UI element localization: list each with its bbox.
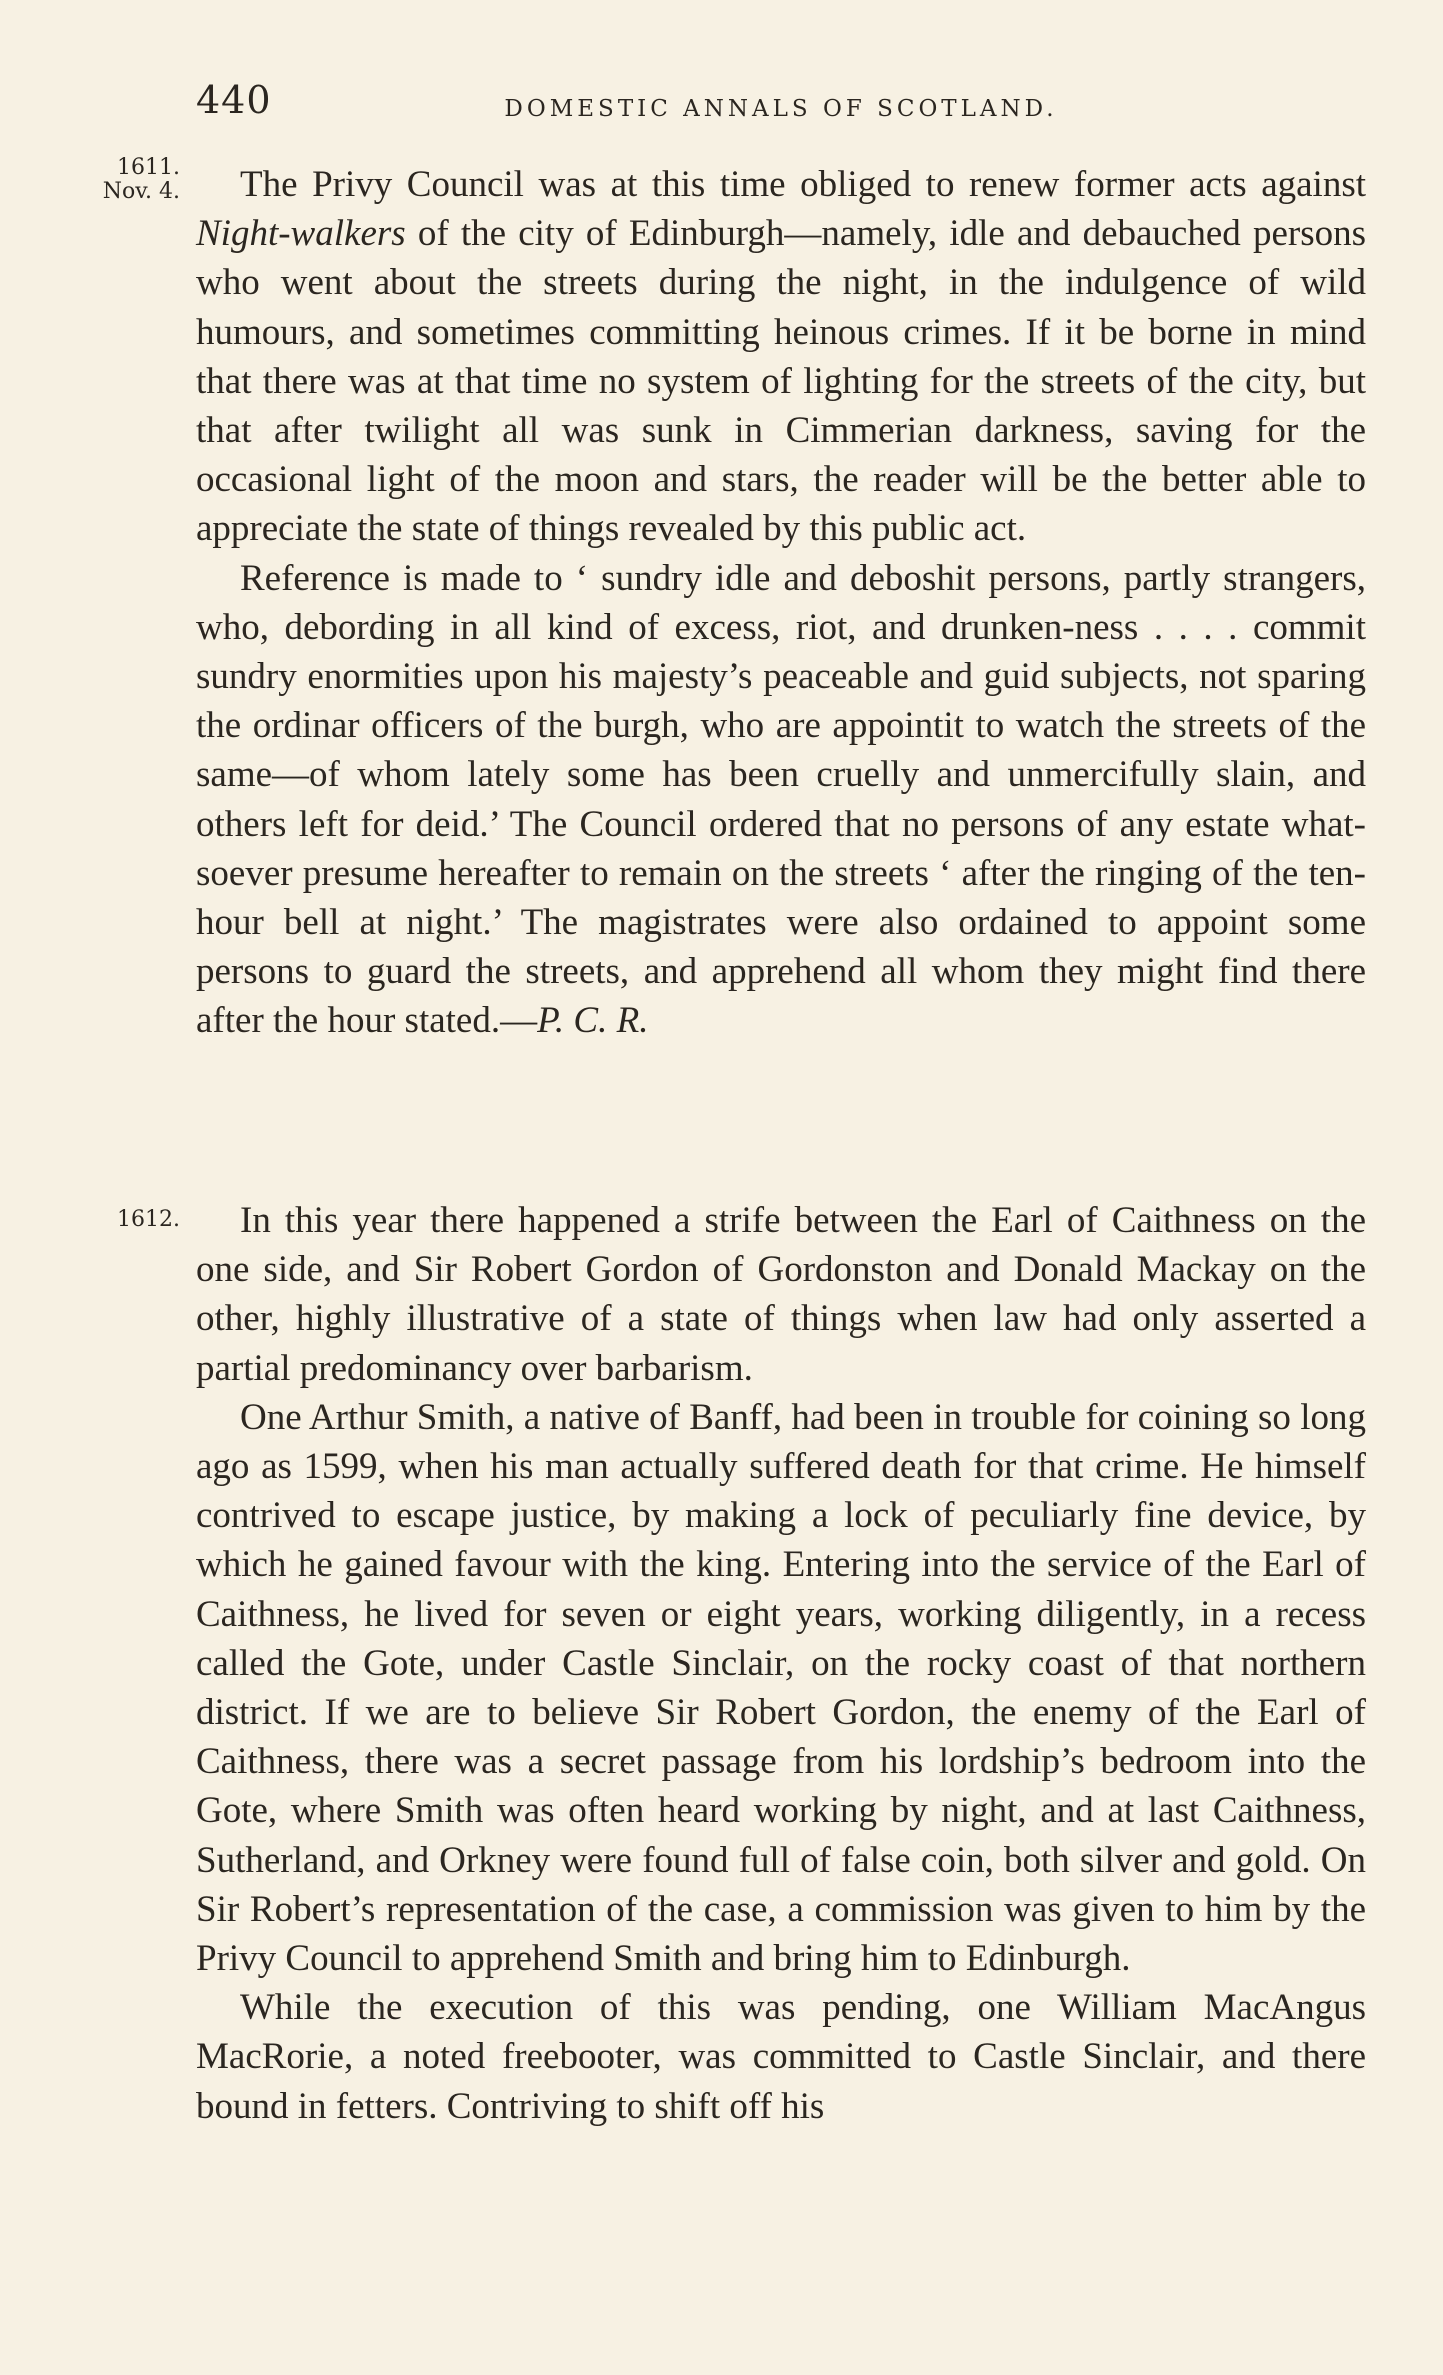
page-number: 440: [196, 78, 272, 122]
margin-note-year: 1612.: [117, 1207, 180, 1232]
running-head: DOMESTIC ANNALS OF SCOTLAND.: [504, 96, 1058, 122]
margin-note-date-1611: [70, 156, 180, 204]
margin-note-day: Nov. 4.: [102, 179, 180, 204]
margin-note-year: 1611.: [117, 155, 180, 180]
paragraph: The Privy Council was at this time obliged to renew former acts against Night-walkers of the city of Edinburgh—namely, idle and debauched persons who went about the streets during the night, in the indulgence of wild humours, and sometimes committing heinous crimes. If it be borne in mind that there was at that time no system of lighting for the streets of the city, but that after twilight all was sunk in Cimmerian darkness, saving for the occasional light of the moon and stars, the reader will be the better able to appreciate the state of things revealed by this public act.: [196, 164, 1366, 550]
paragraph: One Arthur Smith, a native of Banff, had been in trouble for coining so long ago as 1599, when his man actually suffered death for that crime. He himself contrived to escape justice, by making a lock of peculiarly fine device, by which he gained favour with the king. Entering into the service of the Earl of Caithness, he lived for seven or eight years, working diligently, in a recess called the Gote, under Castle Sinclair, on the rocky coast of that northern district. If we are to believe Sir Robert Gordon, the enemy of the Earl of Caithness, there was a secret passage from his lordship’s bedroom into the Gote, where Smith was often heard working by night, and at last Caithness, Sutherland, and Orkney were found full of false coin, both silver and gold. On Sir Robert’s representation of the case, a commission was given to him by the Privy Council to apprehend Smith and bring him to Edinburgh.: [196, 1396, 1366, 1980]
paragraph: In this year there happened a strife between the Earl of Caithness on the one side, and Sir Robert Gordon of Gordonston and Donald Mackay on the other, highly illustrative of a state of things when law had only asserted a partial predominancy over barbarism.: [196, 1200, 1366, 1389]
citation: P. C. R.: [537, 1000, 649, 1042]
italic-term: Night-walkers: [196, 213, 406, 255]
section-night-walkers: [196, 160, 1366, 1046]
page-header: [196, 78, 1366, 128]
section-caithness-strife: [196, 1196, 1366, 2131]
margin-note-date-1612: [70, 1208, 180, 1232]
paragraph: Reference is made to ‘ sundry idle and deboshit persons, partly strangers, who, debording in all kind of excess, riot, and drunken-ness . . . . commit sundry enormities upon his majesty’s peaceable and guid subjects, not sparing the ordinar officers of the burgh, who are appointit to watch the streets of the same—of whom lately some has been cruelly and unmercifully slain, and others left for deid.’ The Council ordered that no persons of any estate what-soever presume hereafter to remain on the streets ‘ after the ringing of the ten-hour bell at night.’ The magistrates were also ordained to appoint some persons to guard the streets, and apprehend all whom they might find there after the hour stated.—P. C. R.: [196, 557, 1366, 1042]
paragraph: While the execution of this was pending, one William MacAngus MacRorie, a noted freebooter, was committed to Castle Sinclair, and there bound in fetters. Contriving to shift off his: [196, 1987, 1366, 2127]
